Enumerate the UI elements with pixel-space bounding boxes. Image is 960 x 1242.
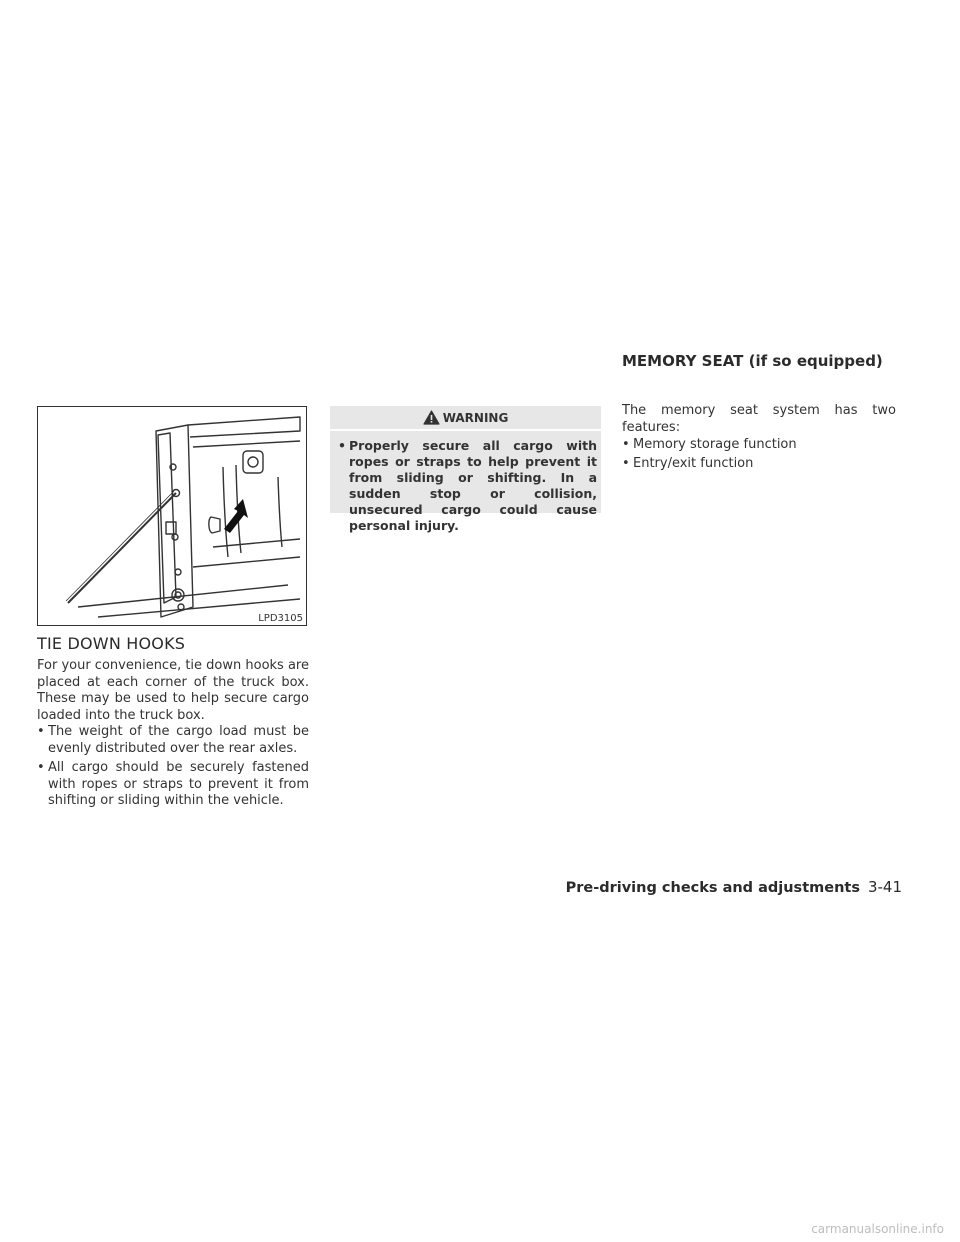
section-title: TIE DOWN HOOKS (37, 634, 186, 653)
tie-down-bullets (37, 724, 309, 813)
memory-seat-features (622, 437, 896, 474)
footer-section-title: Pre-driving checks and adjustments (565, 880, 860, 896)
list-item: • All cargo should be securely fastened with ropes or straps to prevent it from shifting or sliding within the vehicle. (37, 760, 309, 810)
page-footer (566, 878, 902, 896)
list-item: • Memory storage function (622, 437, 896, 454)
tie-down-intro: For your convenience, tie down hooks are placed at each corner of the truck box. These may be used to help secure cargo loaded into the truck box. (37, 658, 309, 723)
warning-triangle-icon (423, 410, 440, 425)
tie-down-hook-illustration (37, 406, 307, 626)
warning-label: WARNING (442, 410, 509, 425)
memory-seat-intro: The memory seat system has two features: (622, 403, 896, 435)
page-number: 3-41 (867, 878, 902, 896)
truck-bed-drawing (38, 407, 306, 625)
warning-header (330, 406, 601, 431)
watermark: carmanualsonline.info (811, 1222, 944, 1236)
list-item: • Entry/exit function (622, 456, 896, 473)
warning-item: • Properly secure all cargo with ropes or straps to help prevent it from sliding or shifting. In a sudden stop or collision, unsecured cargo could cause personal injury. (338, 438, 597, 534)
figure-id: LPD3105 (258, 613, 303, 624)
warning-box (330, 406, 601, 533)
list-item: • The weight of the cargo load must be evenly distributed over the rear axles. (37, 724, 309, 757)
memory-seat-heading: MEMORY SEAT (if so equipped) (622, 352, 883, 370)
